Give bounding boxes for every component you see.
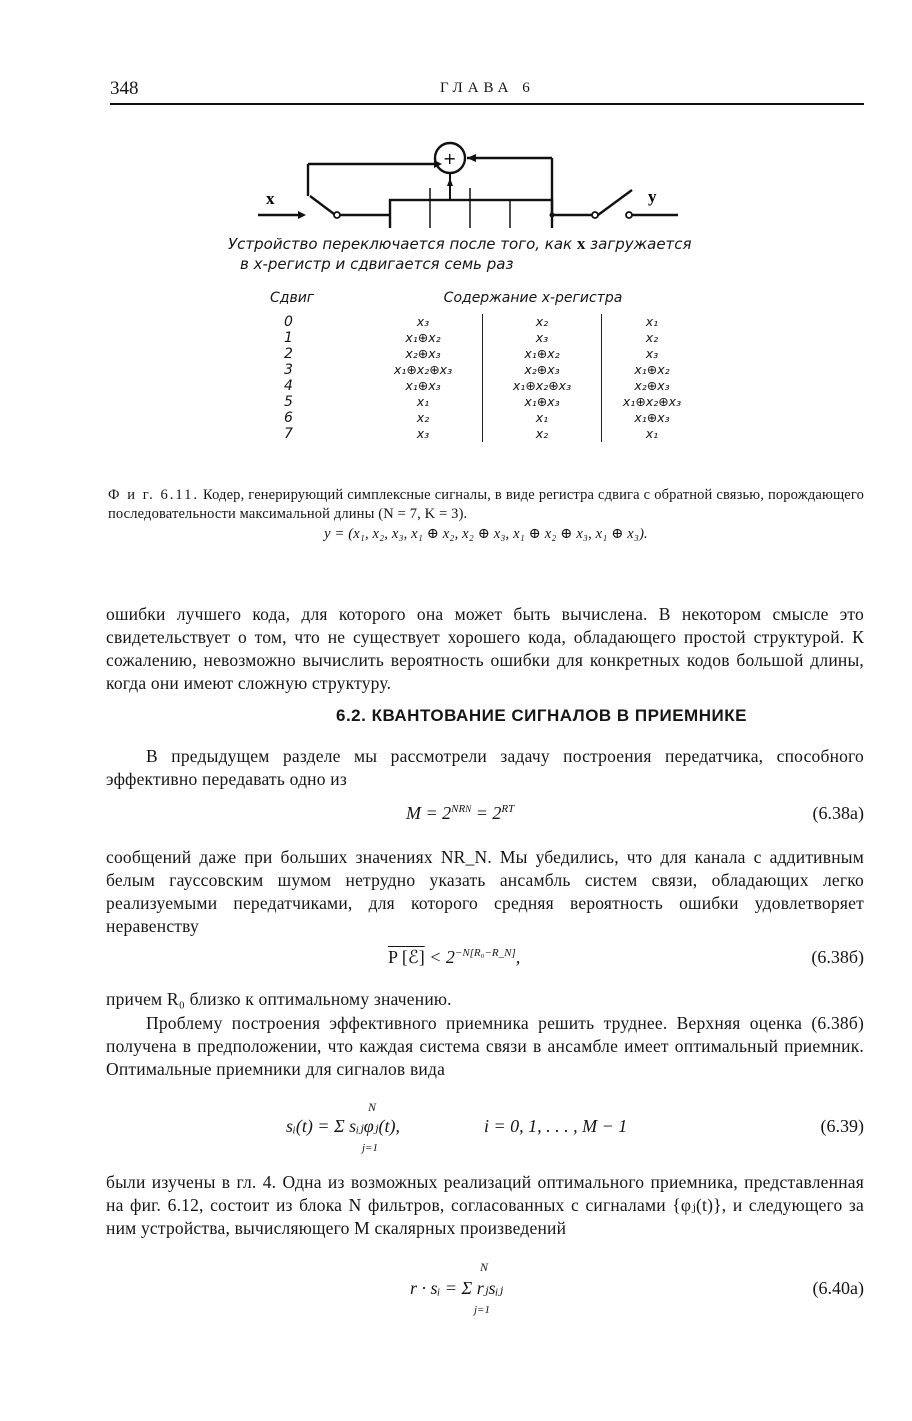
register-cell: x₂ [483, 314, 602, 330]
register-row [270, 314, 702, 330]
register-cell: x₁⊕x₂ [634, 362, 670, 377]
equation-number: (6.40а) [812, 1278, 864, 1298]
paragraph-5: Проблему построения эффективного приемника решить труднее. Верхняя оценка (6.38б) получена в предположении, что каждая система связи в ансамбле имеет оптимальный приемник. Оптимальные приемники для сигналов вида [106, 1013, 864, 1079]
shift-register-diagram [240, 128, 700, 228]
register-row [270, 394, 702, 410]
register-cell: x₂⊕x₃ [483, 362, 602, 378]
chapter-title: ГЛАВА 6 [440, 80, 535, 96]
register-cell: x₃ [364, 314, 483, 330]
caption-line1: Устройство переключается после того, как [228, 235, 573, 253]
register-cell: x₁⊕x₂⊕x₃ [622, 394, 682, 409]
equation-6-38b: P [ℰ] < $2^{-N[R_0-R\_N]}$, (6.38б) [388, 947, 864, 967]
page-header [110, 78, 864, 100]
paragraph-6: были изучены в гл. 4. Одна из возможных реализаций оптимального приемника, представленная на фиг. 6.12, состоит из блока N фильтров, согласованных с сигналами {φⱼ(t)}, и следующего за ним устройства, вычисляющего M скалярных произведений [106, 1172, 864, 1238]
caption-line2: в x-регистр и сдвигается семь раз [240, 255, 514, 273]
diagram-caption [228, 234, 788, 274]
register-cell: x₁⊕x₃ [364, 378, 483, 394]
caption-x: x [576, 234, 586, 253]
register-cell: x₁⊕x₃ [483, 394, 602, 410]
register-cell: x₁ [483, 410, 602, 426]
equation-number: (6.38а) [812, 803, 864, 823]
output-label: y [648, 187, 657, 206]
shift-cell: 2 [284, 346, 293, 362]
caption-line1-end: загружается [590, 235, 692, 253]
register-row [270, 346, 702, 362]
shift-cell: 5 [284, 394, 293, 410]
register-row [270, 426, 702, 442]
figure-caption [108, 486, 864, 544]
register-cell: x₃ [483, 330, 602, 346]
register-cell: x₂ [364, 410, 483, 426]
equation-number: (6.38б) [811, 947, 864, 967]
paragraph-2: В предыдущем разделе мы рассмотрели задачу построения передатчика, способного эффективно передавать одно из [106, 746, 864, 789]
equation-6-40a: N r · sᵢ = Σ rⱼsᵢⱼ j=1 (6.40а) [410, 1260, 864, 1316]
section-title: 6.2. КВАНТОВАНИЕ СИГНАЛОВ В ПРИЕМНИКЕ [336, 706, 747, 725]
register-cell: x₁⊕x₂ [483, 346, 602, 362]
paragraph-1: ошибки лучшего кода, для которого она может быть вычислена. В некотором смысле это свидетельствует о том, что не существует хорошего кода, обладающего простой структурой. К сожалению, невозможно вычислить вероятность ошибки для конкретных кодов большой длины, когда они имеют сложную структуру. [106, 604, 864, 693]
col-shift-header: Сдвиг [270, 290, 315, 306]
register-cell: x₃ [645, 346, 659, 361]
equation-number: (6.39) [820, 1116, 864, 1136]
paragraph-3: сообщений даже при больших значениях NR_N. Мы убедились, что для канала с аддитивным белым гауссовским шумом нетрудно указать ансамбль систем связи, обладающих легко реализуемыми передатчиками, для которого средняя вероятность ошибки удовлетворяет неравенству [106, 847, 864, 936]
register-row [270, 330, 702, 346]
register-cell: x₃ [364, 426, 483, 442]
register-row [270, 362, 702, 378]
register-cell: x₁ [645, 426, 659, 441]
equation-6-39: N sᵢ(t) = Σ sᵢⱼφⱼ(t), j=1 i = 0, 1, . . . , M − 1 (6.39) [286, 1100, 864, 1154]
register-cell: x₁⊕x₂⊕x₃ [483, 378, 602, 394]
shift-cell: 7 [284, 426, 293, 442]
register-cell: x₂ [483, 426, 602, 442]
shift-cell: 1 [284, 330, 293, 346]
register-table [270, 290, 702, 442]
shift-cell: 6 [284, 410, 293, 426]
adder-symbol: + [443, 149, 457, 168]
register-cell: x₁⊕x₂⊕x₃ [364, 362, 483, 378]
paragraph-4: причем R₀ близко к оптимальному значению. [106, 989, 452, 1009]
col-content-header: Содержание x-регистра [443, 290, 623, 306]
shift-cell: 3 [284, 362, 293, 378]
input-label: x [266, 189, 275, 208]
figure-formula: y = (x₁, x₂, x₃, x₁ ⊕ x₂, x₂ ⊕ x₃, x₁ ⊕ x₂ ⊕ x₃, x₁ ⊕ x₃). [324, 526, 648, 542]
register-cell: x₁⊕x₂ [364, 330, 483, 346]
shift-cell: 0 [284, 314, 293, 330]
register-cell: x₁⊕x₃ [634, 410, 670, 425]
header-rule [110, 103, 864, 105]
shift-cell: 4 [284, 378, 293, 394]
register-cell: x₁ [364, 394, 483, 410]
register-row [270, 378, 702, 394]
figure-caption-text: Кодер, генерирующий симплексные сигналы, в виде регистра сдвига с обратной связью, порождающего последовательности максимальной длины (N = 7, K = 3). [108, 487, 864, 522]
page-number: 348 [110, 78, 139, 99]
register-row [270, 410, 702, 426]
figure-label: Ф и г. 6.11. [108, 487, 200, 503]
register-cell: x₂⊕x₃ [364, 346, 483, 362]
register-cell: x₂⊕x₃ [634, 378, 670, 393]
register-cell: x₁ [645, 314, 659, 329]
equation-6-38a: $M = 2^{NRN} = 2^{RT}$ (6.38а) [406, 803, 864, 823]
register-cell: x₂ [645, 330, 659, 345]
